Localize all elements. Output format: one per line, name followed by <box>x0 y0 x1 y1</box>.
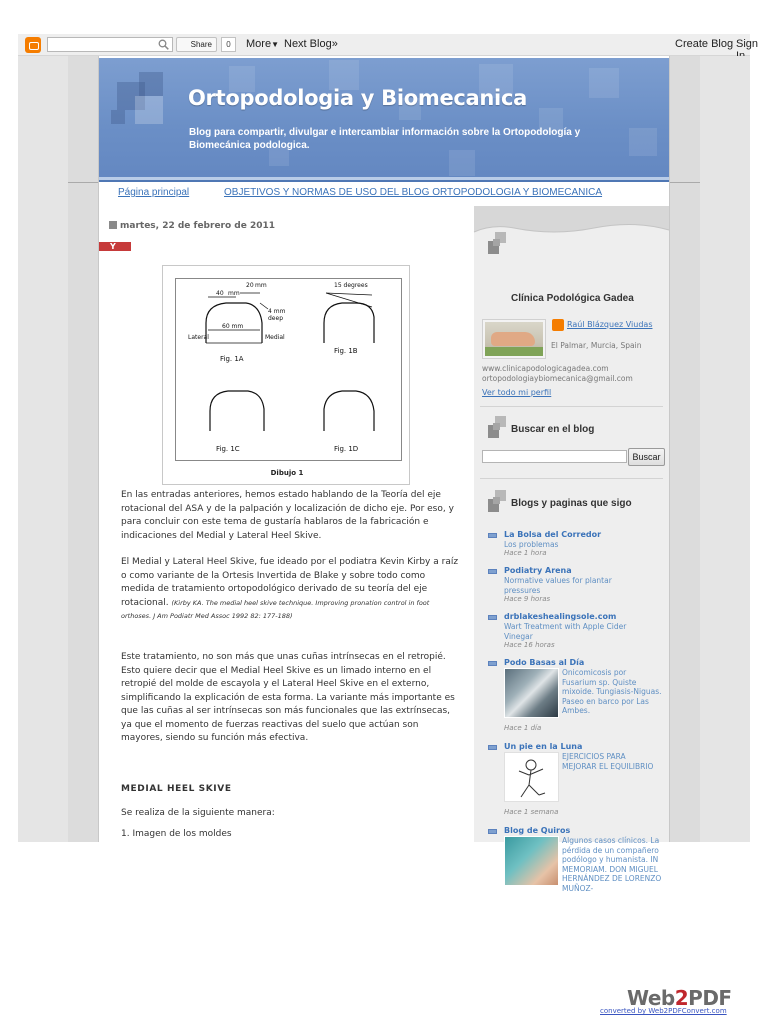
blog-list-post[interactable]: Onicomicosis por Fusarium sp. Quiste mixoide. Tungiasis-Niguas. Paseo en barco por Las Ambes. <box>562 668 662 715</box>
bullet-icon <box>488 661 497 666</box>
blog-list-post[interactable]: Normative values for plantar pressures <box>504 576 612 595</box>
fig-label-mm2: mm <box>255 282 267 289</box>
share-count: 0 <box>221 37 236 52</box>
figure-caption: Dibujo 1 <box>270 469 304 477</box>
fig-label-mm: mm <box>228 290 240 297</box>
bullet-icon <box>488 829 497 834</box>
profile-photo[interactable] <box>483 320 545 358</box>
blog-list-name[interactable]: Podo Basas al Día <box>504 658 585 667</box>
blog-list-time: Hace 1 día <box>504 724 542 732</box>
blog-title[interactable]: Ortopodologia y Biomecanica <box>188 86 527 110</box>
blog-list-name[interactable]: La Bolsa del Corredor <box>504 530 602 539</box>
profile-photo-floor <box>485 347 543 356</box>
fig-label-1d: Fig. 1D <box>334 445 359 453</box>
post-paragraph-4: Se realiza de la siguiente manera: <box>121 808 275 818</box>
post-date <box>109 221 275 231</box>
fig-label-4mm: 4 mm <box>268 308 286 315</box>
blog-thumbnail[interactable] <box>504 752 559 802</box>
tab-home[interactable]: Página principal <box>118 187 190 198</box>
fig-label-20: 20 <box>246 282 254 289</box>
figure-drawing <box>175 278 402 461</box>
fig-label-1c: Fig. 1C <box>216 445 240 453</box>
sidebar-divider <box>480 478 663 479</box>
page-shadow-right <box>670 56 700 842</box>
sketch-figure-icon <box>505 753 560 803</box>
search-widget-title: Buscar en el blog <box>511 424 595 435</box>
fig-label-1a: Fig. 1A <box>220 355 244 363</box>
blog-list-post[interactable]: Algunos casos clínicos. La pérdida de un compañero podólogo y humanista. IN MEMORIAM. DON MIGUEL HERNÁNDEZ DE LORENZO MUÑOZ- <box>562 836 662 893</box>
more-menu[interactable] <box>246 38 279 50</box>
blog-list-post[interactable]: Wart Treatment with Apple Cider Vinegar <box>504 622 627 641</box>
fig-label-degrees: 15 degrees <box>334 282 368 289</box>
bullet-icon <box>488 533 497 538</box>
blog-list-time: Hace 9 horas <box>504 595 551 603</box>
bullet-icon <box>488 569 497 574</box>
blogs-widget-title: Blogs y paginas que sigo <box>511 498 632 509</box>
profile-widget-title: Clínica Podológica Gadea <box>511 293 634 304</box>
post-paragraph-2-text: El Medial y Lateral Heel Skive, fue ideado por el podiatra Kevin Kirby a raíz o como variante de la Ortesis Invertida de Blake y sobre todo como medida de tratamiento ortopodológico derivado de su teoría del eje rotacional. <box>121 557 459 608</box>
post-paragraph-3: Este tratamiento, no son más que unas cuñas intrínsecas en el retropié. Esto quiere decir que el Medial Heel Skive es un limado interno en el retropié del molde de escayola y el Lateral Heel Skive en el externo, simplificando la explicación de esta forma. La variante más importante es que las cuñas al ser intrínsecas son más funcionales que las extrínsecas, ya que el momento de fuerzas reactivas del suelo que actúan son mayores, siendo su función más efectiva. <box>121 652 455 743</box>
blog-list-time: Hace 16 horas <box>504 641 555 649</box>
header-deco <box>589 68 619 98</box>
foot-image <box>491 332 535 346</box>
create-blog-link[interactable]: Create Blog <box>675 38 734 50</box>
widget-icon <box>488 232 506 254</box>
header-deco <box>629 128 657 156</box>
blog-header <box>99 58 669 182</box>
more-label[interactable]: More <box>246 38 272 50</box>
blog-description: Blog para compartir, divulgar e intercambiar información sobre la Ortopodología y Biomecánica podologica. <box>189 127 581 151</box>
sidebar-divider <box>480 406 663 407</box>
blog-list-post[interactable]: EJERCICIOS PARA MEJORAR EL EQUILIBRIO <box>562 752 654 771</box>
blog-search-input[interactable] <box>482 450 627 463</box>
logo-pdf: PDF <box>688 986 732 1010</box>
search-button[interactable]: Buscar <box>628 448 665 466</box>
logo-two: 2 <box>674 986 689 1010</box>
header-strip <box>99 180 669 182</box>
blog-list-name[interactable]: Podiatry Arena <box>504 566 572 575</box>
bullet-icon <box>488 745 497 750</box>
tab-objetivos[interactable]: OBJETIVOS Y NORMAS DE USO DEL BLOG ORTOPODOLOGIA Y BIOMECANICA <box>224 187 603 198</box>
logo-web: Web <box>627 986 675 1010</box>
sidebar <box>474 206 669 893</box>
blog-page <box>98 56 670 893</box>
next-blog-link[interactable]: Next Blog» <box>284 38 338 50</box>
blogger-profile-icon <box>552 319 564 331</box>
fig-label-1b: Fig. 1B <box>334 347 358 355</box>
blog-thumbnail[interactable] <box>504 668 559 718</box>
widget-icon <box>488 416 506 438</box>
post-citation: (Kirby KA. The medial heel skive technique. Improving pronation control in foot orthoses. J Am Podiatr Med Assoc 1992 82: 177-188) <box>121 598 430 620</box>
section-heading: MEDIAL HEEL SKIVE <box>121 784 232 794</box>
header-logo-square <box>135 96 163 124</box>
profile-website: www.clinicapodologicagadea.com <box>482 364 609 373</box>
sign-in-link[interactable]: Sign <box>736 38 759 50</box>
heel-skive-diagram <box>176 279 403 462</box>
profile-name-link[interactable]: Raúl Blázquez Viudas <box>567 320 653 329</box>
blog-list-name[interactable]: Un pie en la Luna <box>504 742 583 751</box>
fig-label-medial: Medial <box>265 334 285 341</box>
blog-list-time: Hace 1 semana <box>504 808 559 816</box>
caret-down-icon: ▼ <box>271 40 279 49</box>
post-date-text: martes, 22 de febrero de 2011 <box>120 221 276 231</box>
post-figure <box>162 265 410 485</box>
blog-thumbnail[interactable] <box>504 836 559 886</box>
search-icon[interactable] <box>158 39 169 50</box>
bullet-icon <box>488 615 497 620</box>
blogger-navbar <box>18 34 759 56</box>
widget-icon <box>488 490 506 512</box>
blogger-logo-icon[interactable] <box>25 37 41 53</box>
blog-list-name[interactable]: Blog de Quiros <box>504 826 571 835</box>
header-deco <box>449 150 475 176</box>
profile-location: El Palmar, Murcia, Spain <box>551 341 642 350</box>
collapse-icon[interactable] <box>109 221 117 229</box>
blog-list-time: Hace 1 hora <box>504 549 547 557</box>
fig-label-60mm: 60 mm <box>222 323 244 330</box>
post-paragraph-2 <box>121 556 461 624</box>
fig-label-deep: deep <box>268 315 283 322</box>
page-shadow-left <box>68 56 98 842</box>
share-button[interactable]: Share <box>176 37 217 52</box>
fig-label-lateral: Lateral <box>188 334 209 341</box>
profile-link[interactable]: Ver todo mi perfil <box>482 388 552 397</box>
web2pdf-credit-link[interactable]: converted by Web2PDFConvert.com <box>600 1007 727 1015</box>
header-logo-square <box>111 110 125 124</box>
profile-email: ortopodologiaybiomecanica@gmail.com <box>482 374 633 383</box>
header-logo-square <box>139 72 163 96</box>
web2pdf-logo[interactable] <box>627 986 732 1010</box>
blog-list-name[interactable]: drblakeshealingsole.com <box>504 612 617 621</box>
list-item: 1. Imagen de los moldes <box>121 829 232 839</box>
navbar-search-input[interactable] <box>47 37 173 52</box>
fig-label-40: 40 <box>216 290 224 297</box>
post-title-fragment[interactable]: Y <box>99 242 131 251</box>
blog-list-post[interactable]: Los problemas <box>504 540 559 549</box>
post-paragraph-1: En las entradas anteriores, hemos estado hablando de la Teoría del eje rotacional del ASA y de la palpación y localización de dicho eje. Por eso, y para concluir con este tema de gustaría hablaros de la fabricación e indicaciones del Medial y Lateral Heel Skive. <box>121 490 454 541</box>
